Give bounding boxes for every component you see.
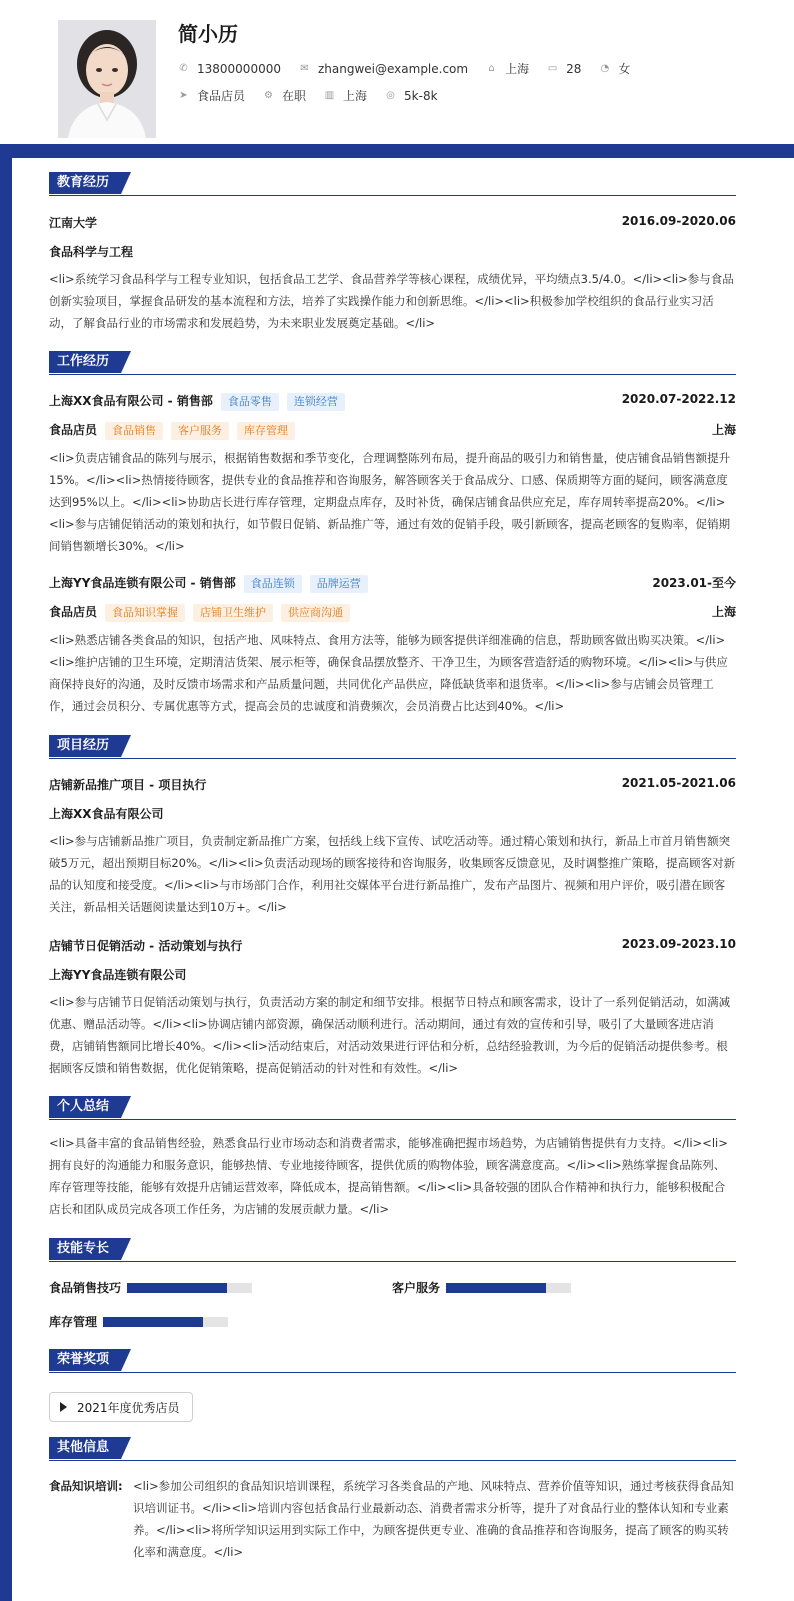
- section-awards: [49, 1349, 736, 1373]
- skill-item: [392, 1279, 571, 1296]
- section-rule: [49, 374, 736, 375]
- skill-bar: [103, 1317, 228, 1327]
- salary-item: [385, 89, 438, 103]
- section-title: 教育经历: [49, 172, 121, 194]
- gender-item: [599, 60, 630, 77]
- project-2-header: [49, 937, 736, 954]
- city-item: [486, 60, 529, 77]
- section-education: [49, 172, 736, 196]
- avatar: [58, 20, 156, 138]
- section-rule: [49, 195, 736, 196]
- work-city-item: [324, 87, 367, 104]
- other-info-value: <li>参加公司组织的食品知识培训课程，系统学习各类食品的产地、风味特点、营养价值等知识，通过考核获得食品知识培训证书。</li><li>培训内容包括食品行业最新动态、消费者需求分析等，提升了对食品行业的整体认知和专业素养。</li><li>将所学知识运用到实际工作中，为顾客提供更专业、准确的食品推荐和咨询服务，提高了顾客的购买转化率和满意度。</li>: [133, 1479, 734, 1559]
- section-rule: [49, 1372, 736, 1373]
- education-description: <li>系统学习食品科学与工程专业知识，包括食品工艺学、食品营养学等核心课程，成绩优异，平均绩点3.5/4.0。</li><li>参与食品创新实验项目，掌握食品研发的基本流程和方法，培养了实践操作能力和创新思维。</li><li>积极参加学校组织的食品行业实习活动，了解食品行业的市场需求和发展趋势，为未来职业发展奠定基础。</li>: [49, 272, 734, 330]
- work-city: 上海: [711, 605, 736, 619]
- section-title: 工作经历: [49, 351, 121, 373]
- industry-tag: 品牌运营: [310, 575, 368, 593]
- project-period: 2021.05-2021.06: [621, 776, 736, 790]
- industry-tag: 连锁经营: [287, 393, 345, 411]
- project-1-description: <li>参与店铺新品推广项目，负责制定新品推广方案，包括线上线下宣传、试吃活动等。通过精心策划和执行，新品上市首月销售额突破5万元，超出预期目标20%。</li><li>负责活动现场的顾客接待和咨询服务，收集顾客反馈意见，及时调整推广策略，提高顾客对新品的认知度和接受度。</li><li>与市场部门合作，利用社交媒体平台进行新品推广，发布产品图片、视频和用户评价，吸引潜在顾客关注，新品相关话题阅读量达到10万+。</li>: [49, 834, 736, 914]
- project-org: 上海YY食品连锁有限公司: [49, 968, 187, 982]
- skill-tag: 供应商沟通: [281, 604, 350, 622]
- mail-icon: ✉: [300, 63, 309, 74]
- skill-tag: 客户服务: [171, 422, 229, 440]
- project-title: 店铺节日促销活动 - 活动策划与执行: [49, 939, 243, 953]
- phone-text: 13800000000: [197, 61, 281, 76]
- skill-name: 食品销售技巧: [49, 1281, 122, 1295]
- skill-item: [49, 1313, 228, 1330]
- project-org: 上海XX食品有限公司: [49, 807, 164, 821]
- skill-tag: 食品销售: [105, 422, 163, 440]
- resume-header: [0, 0, 794, 152]
- email-item: [299, 62, 468, 76]
- industry-tag: 食品连锁: [244, 575, 302, 593]
- city-text: 上海: [505, 62, 530, 76]
- job-item: [178, 87, 245, 104]
- section-summary: [49, 1096, 736, 1120]
- caret-right-icon: [60, 1402, 67, 1412]
- left-frame-bar: [0, 0, 12, 1601]
- phone-item: [178, 62, 281, 76]
- industry-tag: 食品零售: [221, 393, 279, 411]
- skill-bar-fill: [127, 1283, 227, 1293]
- award-text: 2021年度优秀店员: [77, 1400, 180, 1415]
- gear-icon: ⚙: [264, 90, 273, 101]
- age-text: 28: [566, 61, 582, 76]
- other-info-key: 食品知识培训:: [49, 1479, 123, 1493]
- education-period: 2016.09-2020.06: [621, 214, 736, 228]
- project-period: 2023.09-2023.10: [621, 937, 736, 951]
- skill-name: 库存管理: [49, 1315, 98, 1329]
- education-header: [49, 214, 736, 231]
- work-entry-1-role: [49, 421, 736, 440]
- section-work: [49, 351, 736, 375]
- section-rule: [49, 1119, 736, 1120]
- section-rule: [49, 1261, 736, 1262]
- phone-icon: ✆: [179, 63, 188, 74]
- building-icon: ▥: [324, 90, 335, 101]
- section-title: 其他信息: [49, 1437, 121, 1459]
- section-project: [49, 735, 736, 759]
- skill-item: [49, 1279, 252, 1296]
- work-entry-2-description: <li>熟悉店铺各类食品的知识，包括产地、风味特点、食用方法等，能够为顾客提供详细准确的信息，帮助顾客做出购买决策。</li><li>维护店铺的卫生环境，定期清洁货架、展示柜等，确保食品摆放整齐、干净卫生，为顾客营造舒适的购物环境。</li><li>与供应商保持良好的沟通，及时反馈市场需求和产品质量问题，共同优化产品供应，降低缺货率和退货率。</li><li>参与店铺会员管理工作，通过会员积分、专属优惠等方式，提高会员的忠诚度和消费频次，会员消费占比达到40%。</li>: [49, 633, 728, 713]
- calendar-icon: ▭: [547, 63, 558, 74]
- work-entry-2-header: [49, 574, 736, 593]
- email-text: zhangwei@example.com: [317, 61, 469, 76]
- skill-bar-fill: [446, 1283, 546, 1293]
- project-2-description: <li>参与店铺节日促销活动策划与执行，负责活动方案的制定和细节安排。根据节日特点和顾客需求，设计了一系列促销活动，如满减优惠、赠品活动等。</li><li>协调店铺内部资源，确保活动顺利进行。活动期间，通过有效的宣传和引导，吸引了大量顾客进店消费，店铺销售额同比增长40%。</li><li>活动结束后，对活动效果进行评估和分析，总结经验教训，为今后的促销活动提供参考。根据顾客反馈和销售数据，优化促销策略，提高促销活动的针对性和有效性。</li>: [49, 995, 731, 1075]
- send-icon: ➤: [179, 90, 188, 101]
- education-major: 食品科学与工程: [49, 245, 134, 259]
- work-entry-1-header: [49, 392, 736, 411]
- job-intent-row: [178, 87, 456, 104]
- candidate-name: 简小历: [178, 22, 238, 46]
- work-city-text: 上海: [343, 89, 368, 103]
- role-name: 食品店员: [49, 423, 98, 437]
- project-title: 店铺新品推广项目 - 项目执行: [49, 778, 207, 792]
- section-title: 项目经历: [49, 735, 121, 757]
- work-period: 2023.01-至今: [652, 576, 736, 590]
- status-text: 在职: [282, 89, 307, 103]
- section-title: 荣誉奖项: [49, 1349, 121, 1371]
- skill-tag: 店铺卫生维护: [193, 604, 273, 622]
- home-icon: ⌂: [488, 63, 495, 74]
- coin-icon: ◎: [386, 90, 395, 101]
- company-name: 上海XX食品有限公司 - 销售部: [49, 394, 213, 408]
- section-rule: [49, 758, 736, 759]
- job-text: 食品店员: [197, 89, 246, 103]
- skill-tag: 食品知识掌握: [105, 604, 185, 622]
- section-other: [49, 1437, 736, 1461]
- work-period: 2020.07-2022.12: [621, 392, 736, 406]
- project-1-header: [49, 776, 736, 793]
- work-city: 上海: [711, 423, 736, 437]
- salary-text: 5k-8k: [404, 88, 438, 103]
- skill-name: 客户服务: [392, 1281, 441, 1295]
- section-title: 个人总结: [49, 1096, 121, 1118]
- skill-bar: [127, 1283, 252, 1293]
- role-name: 食品店员: [49, 605, 98, 619]
- work-entry-1-description: <li>负责店铺食品的陈列与展示，根据销售数据和季节变化，合理调整陈列布局，提升商品的吸引力和销售量，使店铺食品销售额提升15%。</li><li>热情接待顾客，提供专业的食品推荐和咨询服务，解答顾客关于食品成分、口感、保质期等方面的疑问，顾客满意度达到95%以上。</li><li>协助店长进行库存管理，定期盘点库存，及时补货，确保店铺食品供应充足，库存周转率提高20%。</li><li>参与店铺促销活动的策划和执行，如节假日促销、新品推广等，通过有效的促销手段，吸引新顾客，提高老顾客的复购率，促销期间销售额增长30%。</li>: [49, 451, 731, 553]
- gender-icon: ◔: [600, 63, 610, 74]
- section-skills: [49, 1238, 736, 1262]
- skill-bar-fill: [103, 1317, 203, 1327]
- school-name: 江南大学: [49, 216, 98, 230]
- section-title: 技能专长: [49, 1238, 121, 1260]
- work-entry-2-role: [49, 603, 736, 622]
- age-item: [547, 62, 581, 76]
- contact-row: [178, 60, 648, 77]
- company-name: 上海YY食品连锁有限公司 - 销售部: [49, 576, 236, 590]
- summary-text: <li>具备丰富的食品销售经验，熟悉食品行业市场动态和消费者需求，能够准确把握市场趋势，为店铺销售提供有力支持。</li><li>拥有良好的沟通能力和服务意识，能够热情、专业地接待顾客，提供优质的购物体验，顾客满意度高。</li><li>熟练掌握食品陈列、库存管理等技能，能够有效提升店铺运营效率，降低成本，提高销售额。</li><li>具备较强的团队合作精神和执行力，能够积极配合店长和团队成员完成各项工作任务，为店铺的发展贡献力量。</li>: [49, 1136, 728, 1216]
- section-rule: [49, 1460, 736, 1461]
- header-divider-bar: [0, 144, 794, 158]
- skill-tag: 库存管理: [237, 422, 295, 440]
- status-item: [263, 87, 306, 104]
- gender-text: 女: [618, 62, 631, 76]
- award-item[interactable]: [49, 1392, 193, 1422]
- skill-bar: [446, 1283, 571, 1293]
